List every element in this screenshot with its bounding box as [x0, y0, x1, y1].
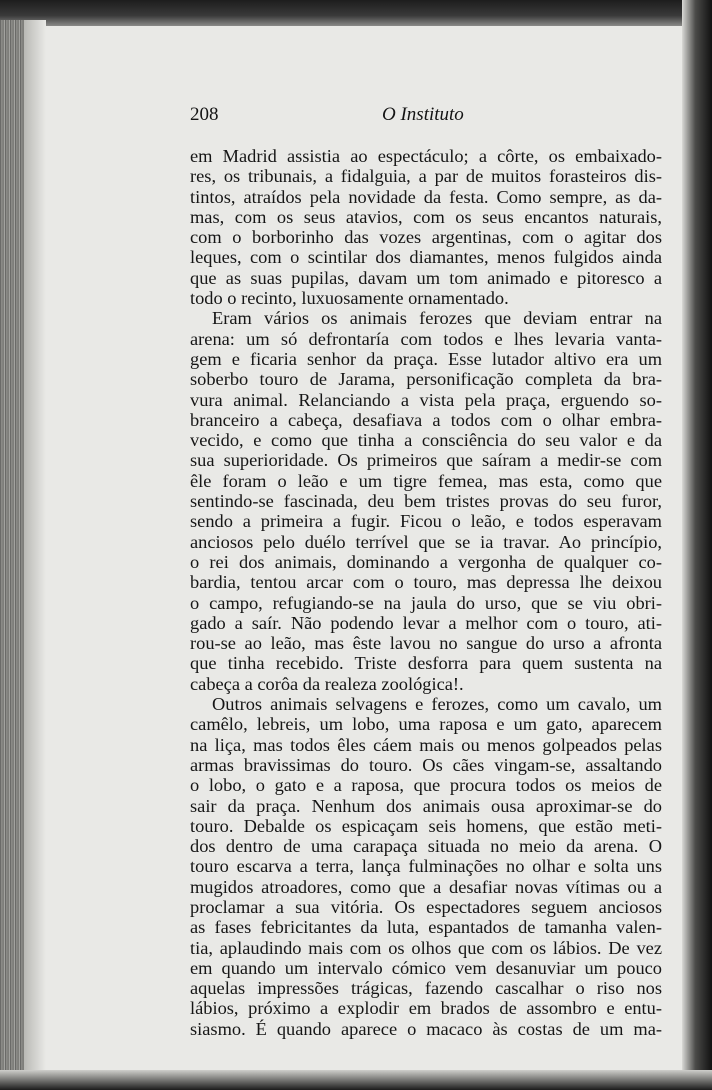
text-line: o campo, refugiando-se na jaula do urso, que se viu obri-: [190, 592, 662, 613]
text-line: sua superioridade. Os primeiros que saíram a medir-se com: [190, 450, 662, 471]
scan-bottom-edge: [0, 1070, 712, 1090]
text-line: vecido, e como que tinha a consciência do seu valor e da: [190, 430, 662, 451]
paragraph: [190, 146, 662, 308]
text-line: em quando um intervalo cómico vem desanuviar um pouco: [190, 957, 662, 978]
text-line: todo o recinto, luxuosamente ornamentado.: [190, 288, 509, 309]
text-line: o lobo, o gato e a raposa, que procura todos os meios de: [190, 775, 662, 796]
text-line: dos dentro de uma carapaça situada no meio da arena. O: [190, 836, 662, 857]
text-line: com o borborinho das vozes argentinas, com o agitar dos: [190, 227, 662, 248]
text-line: proclamar a sua vitória. Os espectadores seguem anciosos: [190, 896, 662, 917]
text-line: que tinha recebido. Triste desforra para quem sustenta na: [190, 653, 662, 674]
text-line: soberbo touro de Jarama, personificação completa da bra-: [190, 369, 662, 390]
text-line: que as suas pupilas, davam um tom animado e pitoresco a: [190, 267, 662, 288]
text-line: sentindo-se fascinada, deu bem tristes provas do seu furor,: [190, 491, 662, 512]
text-line: êle foram o leão e um tigre femea, mas esta, como que: [190, 470, 662, 491]
text-line: em Madrid assistia ao espectáculo; a côrte, os embaixado-: [190, 146, 662, 166]
text-line: bardia, tentou arcar com o touro, mas depressa lhe deixou: [190, 572, 662, 593]
text-line: aquelas impressões trágicas, fazendo cascalhar o riso nos: [190, 978, 662, 999]
text-line: tia, aplaudindo mais com os olhos que com os lábios. De vez: [190, 937, 662, 958]
body-text: [190, 146, 662, 1039]
text-line: gem e ficaria senhor da praça. Esse lutador altivo era um: [190, 348, 662, 369]
text-line: camêlo, lebreis, um lobo, uma raposa e um gato, aparecem: [190, 714, 662, 735]
text-line: mas, com os seus atavios, com os seus encantos naturais,: [190, 206, 662, 227]
text-line: siasmo. É quando aparece o macaco às costas de um ma-: [190, 1018, 662, 1039]
text-line: cabeça a corôa da realeza zoológica!.: [190, 673, 464, 694]
text-line: Outros animais selvagens e ferozes, como um cavalo, um: [212, 694, 662, 715]
page-number: 208: [190, 104, 219, 125]
text-line: branceiro a cabeça, desafiava a todos com o olhar embra-: [190, 409, 662, 430]
running-head: [190, 104, 660, 130]
paragraph: [190, 694, 662, 1039]
paragraph: [190, 308, 662, 694]
text-line: touro escarva a terra, lança fulminações no olhar e solta uns: [190, 856, 662, 877]
text-line: touro. Debalde os espicaçam seis homens, que estão meti-: [190, 815, 662, 836]
text-line: tintos, atraídos pela novidade da festa. Como sempre, as da-: [190, 186, 662, 207]
running-title: O Instituto: [382, 104, 464, 125]
text-line: arena: um só defrontaría com todos e lhes levaria vanta-: [190, 328, 662, 349]
page-stack-edge: [0, 20, 24, 1070]
text-line: res, os tribunais, a fidalguia, a par de muitos forasteiros dis-: [190, 166, 662, 187]
text-line: rou-se ao leão, mas êste lavou no sangue do urso a afronta: [190, 633, 662, 654]
text-line: sendo a primeira a fugir. Ficou o leão, e todos esperavam: [190, 511, 662, 532]
text-line: na liça, mas todos êles cáem mais ou menos golpeados pelas: [190, 734, 662, 755]
text-line: as fases febricitantes da luta, espantados de tamanha valen-: [190, 917, 662, 938]
text-line: Eram vários os animais ferozes que deviam entrar na: [212, 308, 662, 329]
gutter-shadow: [24, 20, 46, 1070]
scan-right-edge: [682, 0, 712, 1090]
text-line: vura animal. Relanciando a vista pela praça, erguendo so-: [190, 389, 662, 410]
text-line: o rei dos animais, dominando a vergonha de qualquer co-: [190, 551, 662, 572]
text-line: sair da praça. Nenhum dos animais ousa aproximar-se do: [190, 795, 662, 816]
scan-top-edge: [0, 0, 712, 26]
text-line: armas bravissimas do touro. Os cães vingam-se, assaltando: [190, 754, 662, 775]
text-line: lábios, próximo a explodir em brados de assombro e entu-: [190, 998, 662, 1019]
text-line: mugidos atroadores, como que a desafiar novas vítimas ou a: [190, 876, 662, 897]
text-line: gado a saír. Não podendo levar a melhor com o touro, ati-: [190, 612, 662, 633]
text-line: anciosos pelo duélo terrível que se ia travar. Ao princípio,: [190, 531, 662, 552]
text-line: leques, com o scintilar dos diamantes, menos fulgidos ainda: [190, 247, 662, 268]
